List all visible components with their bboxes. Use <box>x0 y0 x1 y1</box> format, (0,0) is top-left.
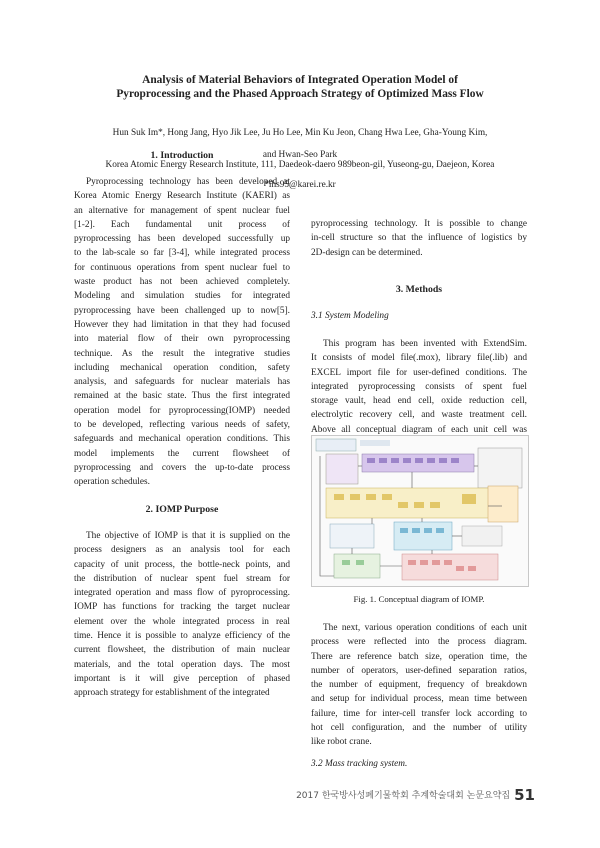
proceedings-name: 2017 한국방사성폐기물학회 추계학술대회 논문요약집 <box>296 791 511 801</box>
paragraph-line: safeguards and mechanical operation conditions. This <box>74 434 290 445</box>
paragraph-line: approach strategy for establishment of the integrated <box>74 688 270 699</box>
purpose-paragraph <box>74 529 290 701</box>
diagram-legend-box <box>316 439 356 451</box>
iomp-diagram-graphic <box>312 436 528 586</box>
paragraph-line: important is it will give perception of phased <box>74 673 290 684</box>
introduction-paragraph <box>74 175 290 490</box>
paragraph-line: pyroprocessing have been challenged up to now[5]. <box>74 305 290 316</box>
paragraph-line: process were reflected into the process diagram. <box>311 637 527 648</box>
paragraph-line: analysis, and safeguards for nuclear materials has <box>74 377 290 388</box>
paragraph-line: The next, various operation conditions of each unit <box>323 623 527 633</box>
paragraph-line: However they had limitation in that they had focused <box>74 319 290 330</box>
purpose-continued-paragraph <box>311 217 527 260</box>
paragraph-line: pyroprocessing has been developed successfully up <box>74 234 290 245</box>
paragraph-line: waste product has not been achieved completely. <box>74 277 290 288</box>
paragraph-line: pyroprocessing technology. It is possible to change <box>311 219 527 229</box>
paragraph-line: Above all conceptual diagram of each unit cell was <box>311 424 527 435</box>
paragraph-line: in-cell structure so that the influence of logistics by <box>311 233 527 244</box>
corresponding-email: *ihs95@karei.re.kr <box>264 180 336 190</box>
paragraph-line: including mechanical operation condition, safety <box>74 362 290 373</box>
paragraph-line: operation schedules. <box>74 477 150 488</box>
paragraph-line: IOMP has functions for tracking the target nuclear <box>74 602 290 613</box>
paper-title <box>60 73 540 101</box>
paragraph-line: the distribution of nuclear spent fuel stream for <box>74 573 290 584</box>
paragraph-line: to the lab-scale so far [3-4], while integrated process <box>74 248 290 259</box>
paragraph-line: integrated operation and mass flow of pyroprocessing. <box>74 588 290 599</box>
paragraph-line: to be developed, reflecting various needs of safety, <box>74 420 290 431</box>
paragraph-line: model implements the current flowsheet of <box>74 448 290 459</box>
paragraph-line: remained at the basic state. Thus the first integrated <box>74 391 290 402</box>
paragraph-line: [1-2]. Each fundamental unit process of <box>74 219 290 230</box>
paragraph-line: process designers as an analysis tool for each <box>74 545 290 556</box>
paragraph-line: Korea Atomic Energy Research Institute (KAERI) as <box>74 191 290 202</box>
paragraph-line: 2D-design can be determined. <box>311 247 423 258</box>
paragraph-line: capacity of unit process, the bottle-neck points, and <box>74 559 290 570</box>
subsection-heading-system-modeling: 3.1 System Modeling <box>311 311 389 321</box>
paragraph-line: The objective of IOMP is that it is supplied on the <box>86 531 290 541</box>
section-heading-introduction: 1. Introduction <box>150 150 214 161</box>
paragraph-line: failure, time for inter-cell transfer lock according to <box>311 708 527 719</box>
paragraph-line: and setup for individual process, mean time between <box>311 694 527 705</box>
operation-conditions-paragraph <box>311 621 527 750</box>
paragraph-line: time. Hence it is possible to analyze efficiency of the <box>74 631 290 642</box>
page-footer <box>296 786 535 804</box>
paragraph-line: materials, and the total operation days. The most <box>74 659 290 670</box>
paragraph-line: pyroprocessing and covers the up-to-date process <box>74 462 290 473</box>
title-line-2: Pyroprocessing and the Phased Approach Strategy of Optimized Mass Flow <box>116 88 484 100</box>
paragraph-line: the number of equipment, frequency of breakdown <box>311 680 527 691</box>
storage-vault-block <box>326 454 358 484</box>
salt-recycling-block <box>402 554 498 580</box>
paragraph-line: It consists of model file(.mox), library file(.lib) and <box>311 353 527 364</box>
paragraph-line: integrated pyroprocessing consists of spent fuel <box>311 381 527 392</box>
paragraph-line: EXCEL import file for user-defined conditions. The <box>311 367 527 378</box>
figure-1-caption: Fig. 1. Conceptual diagram of IOMP. <box>353 594 485 604</box>
authors-line-2: and Hwan-Seo Park <box>262 150 338 160</box>
figure-1-iomp-diagram <box>311 435 529 587</box>
paragraph-line: hot cell configuration, and the number of utility <box>311 723 527 734</box>
electrolytic-recovery-block <box>394 522 452 550</box>
paragraph-line: like robot crane. <box>311 737 372 748</box>
paragraph-line: technique. As the result the integrative studies <box>74 348 290 359</box>
paragraph-line: element over the whole integrated process in real <box>74 616 290 627</box>
paragraph-line: operation model for pyroprocessing(IOMP) needed <box>74 405 290 416</box>
paragraph-line: Pyroprocessing technology has been developed at <box>86 177 290 187</box>
title-line-1: Analysis of Material Behaviors of Integrated Operation Model of <box>142 74 458 86</box>
paragraph-line: There are reference batch size, operation time, the <box>311 651 527 662</box>
paragraph-line: storage vault, head end cell, oxide reduction cell, <box>311 396 527 407</box>
paragraph-line: number of operators, user-defined separation ratios, <box>311 665 527 676</box>
section-heading-methods: 3. Methods <box>395 284 443 295</box>
waste-treatment-block <box>334 554 380 578</box>
paragraph-line: an alternative for management of spent nuclear fuel <box>74 205 290 216</box>
paragraph-line: into material flow of their own pyroprocessing <box>74 334 290 345</box>
paragraph-line: electrolytic recovery cell, and waste treatment cell. <box>311 410 527 421</box>
paragraph-line: current flowsheet, the distribution of main nuclear <box>74 645 290 656</box>
affiliation: Korea Atomic Energy Research Institute, 111, Daedeok-daero 989beon-gil, Yuseong-gu, Daejeon, Korea <box>105 160 495 170</box>
page-number: 51 <box>514 786 535 804</box>
paragraph-line: This program has been invented with ExtendSim. <box>323 339 527 349</box>
paragraph-line: Modeling and simulation studies for integrated <box>74 291 290 302</box>
section-heading-purpose: 2. IOMP Purpose <box>145 504 219 515</box>
paragraph-line: for continuous operations from spent nuclear fuel to <box>74 262 290 273</box>
subsection-heading-mass-tracking: 3.2 Mass tracking system. <box>311 759 408 769</box>
authors-line-1: Hun Suk Im*, Hong Jang, Hyo Jik Lee, Ju Ho Lee, Min Ku Jeon, Chang Hwa Lee, Gha-Young Kim, <box>112 128 488 138</box>
